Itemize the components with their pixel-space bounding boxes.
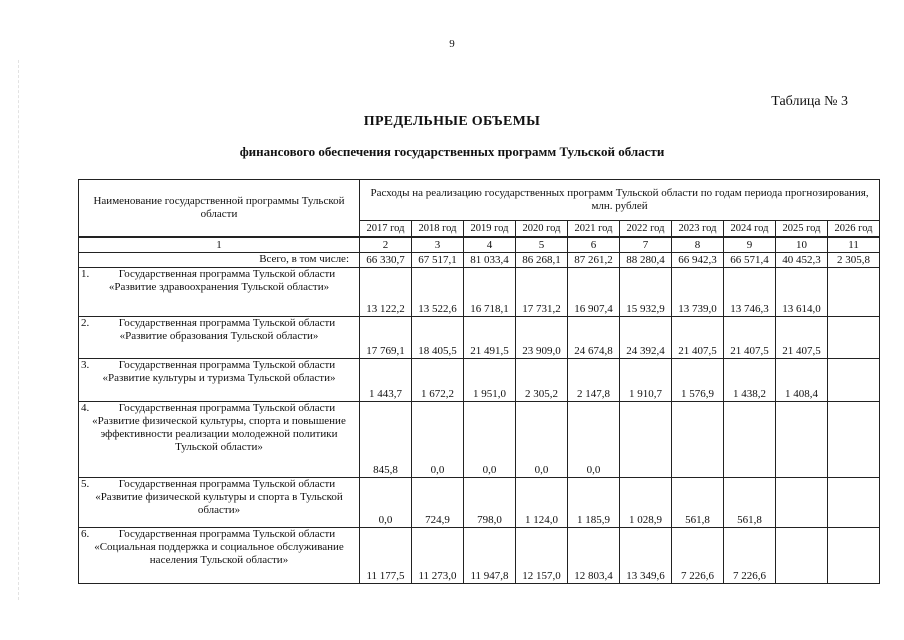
program-row <box>79 528 880 584</box>
column-number: 9 <box>724 237 776 253</box>
total-value: 2 305,8 <box>828 253 880 268</box>
program-value: 1 438,2 <box>724 359 776 402</box>
program-name-cell <box>79 317 360 359</box>
program-value: 1 951,0 <box>464 359 516 402</box>
program-row <box>79 478 880 528</box>
column-number: 5 <box>516 237 568 253</box>
program-value: 561,8 <box>672 478 724 528</box>
program-name: Государственная программа Тульской области «Развитие физической культуры, спорта и повышение эффективности реализации молодежной политики Тульской области» <box>92 402 346 453</box>
year-header: 2020 год <box>516 221 568 238</box>
program-name-cell <box>79 268 360 317</box>
page-number: 9 <box>449 38 455 50</box>
program-value: 1 576,9 <box>672 359 724 402</box>
program-value: 16 718,1 <box>464 268 516 317</box>
program-value: 12 803,4 <box>568 528 620 584</box>
program-value: 0,0 <box>568 402 620 478</box>
year-header: 2019 год <box>464 221 516 238</box>
year-header: 2023 год <box>672 221 724 238</box>
program-value <box>828 268 880 317</box>
program-value <box>828 478 880 528</box>
program-index: 1. <box>81 268 90 280</box>
column-number: 8 <box>672 237 724 253</box>
budget-table <box>78 179 880 584</box>
year-header: 2026 год <box>828 221 880 238</box>
program-index: 4. <box>81 402 90 414</box>
program-name-header: Наименование государственной программы Тульской области <box>79 180 360 238</box>
column-number: 3 <box>412 237 464 253</box>
program-value <box>672 402 724 478</box>
total-value: 81 033,4 <box>464 253 516 268</box>
program-name: Государственная программа Тульской области «Развитие физической культуры и спорта в Тульской области» <box>95 478 343 516</box>
year-header: 2024 год <box>724 221 776 238</box>
column-number: 4 <box>464 237 516 253</box>
program-name: Государственная программа Тульской области «Развитие образования Тульской области» <box>118 317 336 342</box>
program-value: 561,8 <box>724 478 776 528</box>
program-value: 13 739,0 <box>672 268 724 317</box>
program-value: 13 122,2 <box>360 268 412 317</box>
program-value <box>828 359 880 402</box>
column-number: 11 <box>828 237 880 253</box>
total-value: 66 330,7 <box>360 253 412 268</box>
program-value: 15 932,9 <box>620 268 672 317</box>
program-value: 845,8 <box>360 402 412 478</box>
program-value <box>828 528 880 584</box>
program-value: 12 157,0 <box>516 528 568 584</box>
total-value: 40 452,3 <box>776 253 828 268</box>
total-value: 88 280,4 <box>620 253 672 268</box>
program-value: 1 443,7 <box>360 359 412 402</box>
program-value: 17 731,2 <box>516 268 568 317</box>
program-value: 16 907,4 <box>568 268 620 317</box>
program-value: 11 177,5 <box>360 528 412 584</box>
document-title: ПРЕДЕЛЬНЫЕ ОБЪЕМЫ <box>363 114 541 129</box>
year-header: 2021 год <box>568 221 620 238</box>
program-value <box>620 402 672 478</box>
program-row <box>79 359 880 402</box>
program-name-cell <box>79 528 360 584</box>
column-number-row <box>79 237 880 253</box>
program-name-cell <box>79 478 360 528</box>
program-index: 5. <box>81 478 90 490</box>
program-name-cell <box>79 359 360 402</box>
program-row <box>79 317 880 359</box>
program-index: 3. <box>81 359 90 371</box>
program-value: 0,0 <box>412 402 464 478</box>
expenses-header: Расходы на реализацию государственных программ Тульской области по годам периода прогнозирования, млн. рублей <box>360 180 880 221</box>
program-name: Государственная программа Тульской области «Развитие культуры и туризма Тульской области» <box>102 359 336 384</box>
program-value: 24 674,8 <box>568 317 620 359</box>
year-header: 2018 год <box>412 221 464 238</box>
document-subtitle: финансового обеспечения государственных программ Тульской области <box>239 144 665 159</box>
program-value: 21 407,5 <box>672 317 724 359</box>
program-index: 6. <box>81 528 90 540</box>
total-value: 66 942,3 <box>672 253 724 268</box>
total-row <box>79 253 880 268</box>
program-value: 7 226,6 <box>724 528 776 584</box>
program-value: 1 028,9 <box>620 478 672 528</box>
total-value: 66 571,4 <box>724 253 776 268</box>
program-value: 13 349,6 <box>620 528 672 584</box>
program-value <box>776 478 828 528</box>
program-value: 0,0 <box>516 402 568 478</box>
column-number: 6 <box>568 237 620 253</box>
program-value <box>776 402 828 478</box>
year-header: 2025 год <box>776 221 828 238</box>
program-value: 11 273,0 <box>412 528 464 584</box>
program-value: 11 947,8 <box>464 528 516 584</box>
column-number: 7 <box>620 237 672 253</box>
program-value: 1 124,0 <box>516 478 568 528</box>
program-value: 13 614,0 <box>776 268 828 317</box>
column-number: 1 <box>79 237 360 253</box>
program-value: 24 392,4 <box>620 317 672 359</box>
program-value: 21 407,5 <box>776 317 828 359</box>
total-value: 87 261,2 <box>568 253 620 268</box>
program-value: 17 769,1 <box>360 317 412 359</box>
program-value: 23 909,0 <box>516 317 568 359</box>
table-label: Таблица № 3 <box>771 94 848 109</box>
program-value <box>724 402 776 478</box>
program-value <box>828 317 880 359</box>
column-number: 2 <box>360 237 412 253</box>
program-value: 13 746,3 <box>724 268 776 317</box>
column-number: 10 <box>776 237 828 253</box>
program-value: 18 405,5 <box>412 317 464 359</box>
total-value: 67 517,1 <box>412 253 464 268</box>
year-header: 2017 год <box>360 221 412 238</box>
program-value: 0,0 <box>464 402 516 478</box>
program-value: 21 491,5 <box>464 317 516 359</box>
program-value: 798,0 <box>464 478 516 528</box>
program-name: Государственная программа Тульской области «Социальная поддержка и социальное обслуживание населения Тульской области» <box>94 528 344 566</box>
program-value: 1 910,7 <box>620 359 672 402</box>
program-name: Государственная программа Тульской области «Развитие здравоохранения Тульской области» <box>108 268 336 293</box>
program-value: 1 672,2 <box>412 359 464 402</box>
total-label: Всего, в том числе: <box>79 253 360 268</box>
program-value: 13 522,6 <box>412 268 464 317</box>
year-header: 2022 год <box>620 221 672 238</box>
program-value: 2 147,8 <box>568 359 620 402</box>
program-value: 1 185,9 <box>568 478 620 528</box>
program-value: 7 226,6 <box>672 528 724 584</box>
program-value: 724,9 <box>412 478 464 528</box>
program-value: 2 305,2 <box>516 359 568 402</box>
total-value: 86 268,1 <box>516 253 568 268</box>
program-value: 1 408,4 <box>776 359 828 402</box>
program-row <box>79 402 880 478</box>
program-value <box>828 402 880 478</box>
program-name-cell <box>79 402 360 478</box>
program-index: 2. <box>81 317 90 329</box>
program-value: 0,0 <box>360 478 412 528</box>
program-row <box>79 268 880 317</box>
program-value <box>776 528 828 584</box>
program-value: 21 407,5 <box>724 317 776 359</box>
scan-margin-line <box>18 60 20 600</box>
